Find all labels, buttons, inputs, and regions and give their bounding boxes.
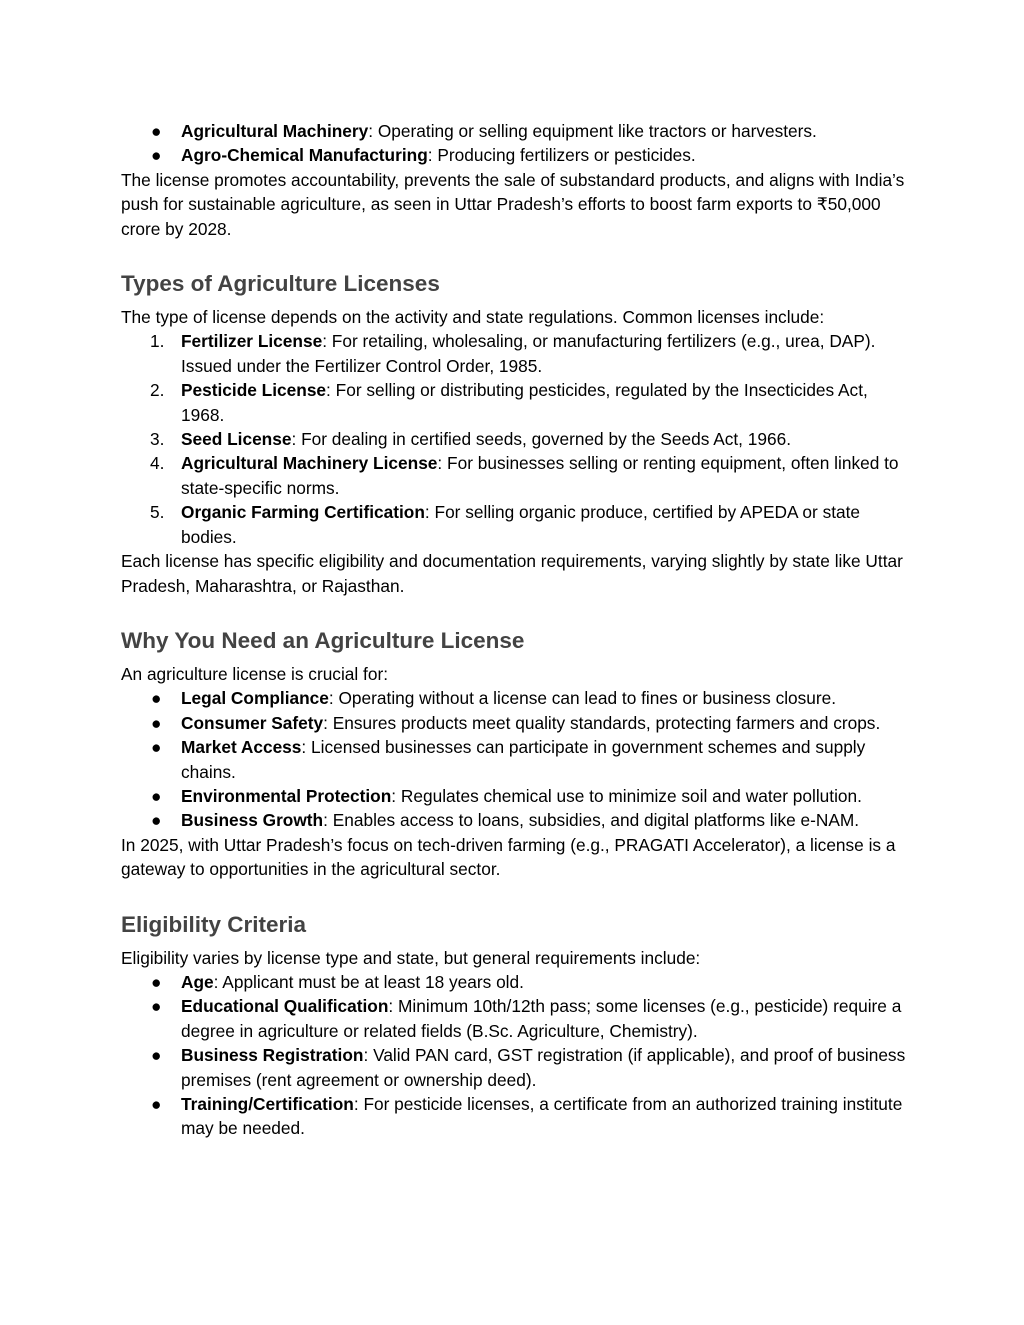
list-item <box>121 378 911 427</box>
list-item <box>121 119 911 143</box>
item-desc: : For pesticide licenses, a certificate from an authorized training institute may be needed. <box>181 1094 903 1139</box>
why-heading: Why You Need an Agriculture License <box>121 627 525 653</box>
list-item <box>121 451 911 500</box>
bullet-icon: ● <box>151 121 162 141</box>
item-term: Educational Qualification <box>181 996 389 1017</box>
intro-paragraph: The license promotes accountability, prevents the sale of substandard products, and aligns with India’s push for sustainable agriculture, as seen in Uttar Pradesh’s efforts to boost farm exports to ₹50,000 crore by 2028. <box>121 169 905 239</box>
list-number: 2. <box>150 380 165 401</box>
item-term: Market Access <box>181 737 302 758</box>
list-item <box>121 500 911 549</box>
types-section <box>121 271 911 598</box>
list-item <box>121 1092 911 1141</box>
types-numbered-list <box>121 329 911 549</box>
bullet-icon: ● <box>151 1045 162 1066</box>
item-desc: : Minimum 10th/12th pass; some licenses (e.g., pesticide) require a degree in agriculture or related fields (B.Sc. Agriculture, Chemistry). <box>181 996 902 1041</box>
item-term: Organic Farming Certification <box>181 502 425 523</box>
item-desc: : Valid PAN card, GST registration (if applicable), and proof of business premises (rent agreement or ownership deed). <box>181 1045 906 1090</box>
item-term: Fertilizer License <box>181 331 323 352</box>
why-bullet-list <box>121 686 911 832</box>
types-heading: Types of Agriculture Licenses <box>121 271 440 297</box>
bullet-icon: ● <box>151 688 162 709</box>
list-item <box>121 427 911 451</box>
types-lead: The type of license depends on the activity and state regulations. Common licenses include: <box>121 307 825 328</box>
list-number: 4. <box>150 453 165 474</box>
list-item <box>121 808 911 832</box>
item-desc: : Ensures products meet quality standards, protecting farmers and crops. <box>323 712 881 733</box>
bullet-icon: ● <box>151 810 162 831</box>
list-number: 5. <box>150 502 165 523</box>
list-item <box>121 329 911 378</box>
item-term: Pesticide License <box>181 380 327 401</box>
item-desc: : For dealing in certified seeds, governed by the Seeds Act, 1966. <box>291 429 792 450</box>
list-item <box>121 970 911 994</box>
item-desc: : Regulates chemical use to minimize soil and water pollution. <box>391 785 862 806</box>
why-section <box>121 628 911 882</box>
item-term: Agricultural Machinery <box>181 121 369 141</box>
bullet-icon: ● <box>151 996 162 1017</box>
types-closing: Each license has specific eligibility and documentation requirements, varying slightly by state like Uttar Pradesh, Maharashtra, or Rajasthan. <box>121 551 903 596</box>
item-desc: : For businesses selling or renting equipment, often linked to state-specific norms. <box>181 453 899 498</box>
bullet-icon: ● <box>151 712 162 733</box>
why-closing: In 2025, with Uttar Pradesh’s focus on tech-driven farming (e.g., PRAGATI Accelerator), a license is a gateway to opportunities in the agricultural sector. <box>121 834 896 880</box>
eligibility-section <box>121 912 911 1141</box>
list-number: 1. <box>150 331 165 352</box>
bullet-icon: ● <box>151 1094 162 1114</box>
item-term: Age <box>181 971 214 992</box>
list-item <box>121 686 911 710</box>
list-item <box>121 1043 911 1092</box>
item-term: Seed License <box>181 429 292 450</box>
item-desc: : Producing fertilizers or pesticides. <box>427 145 696 166</box>
item-term: Business Growth <box>181 810 324 831</box>
item-desc: : Applicant must be at least 18 years old. <box>213 971 524 992</box>
item-term: Environmental Protection <box>181 785 392 806</box>
item-desc: : For selling or distributing pesticides, regulated by the Insecticides Act, 1968. <box>181 380 868 425</box>
item-term: Legal Compliance <box>181 688 329 709</box>
eligibility-lead: Eligibility varies by license type and state, but general requirements include: <box>121 947 701 968</box>
item-desc: : Operating or selling equipment like tractors or harvesters. <box>368 121 817 141</box>
item-desc: : Licensed businesses can participate in government schemes and supply chains. <box>181 737 866 782</box>
item-term: Consumer Safety <box>181 712 324 733</box>
eligibility-bullet-list <box>121 970 911 1141</box>
item-desc: : For selling organic produce, certified by APEDA or state bodies. <box>181 502 861 547</box>
list-item <box>121 735 911 784</box>
item-term: Business Registration <box>181 1045 364 1066</box>
list-number: 3. <box>150 429 165 450</box>
document-page <box>121 119 911 1141</box>
item-desc: : For retailing, wholesaling, or manufacturing fertilizers (e.g., urea, DAP). Issued under the Fertilizer Control Order, 1985. <box>181 331 876 376</box>
bullet-icon: ● <box>151 971 162 992</box>
bullet-icon: ● <box>151 785 162 806</box>
item-term: Training/Certification <box>181 1094 354 1114</box>
item-desc: : Operating without a license can lead to fines or business closure. <box>328 688 837 709</box>
list-item <box>121 143 911 167</box>
eligibility-heading: Eligibility Criteria <box>121 911 307 937</box>
item-term: Agricultural Machinery License <box>181 453 438 474</box>
bullet-icon: ● <box>151 737 162 758</box>
bullet-icon: ● <box>151 145 162 166</box>
item-term: Agro-Chemical Manufacturing <box>181 145 428 166</box>
item-desc: : Enables access to loans, subsidies, and digital platforms like e-NAM. <box>323 810 860 831</box>
list-item <box>121 994 911 1043</box>
intro-bullet-list <box>121 119 911 168</box>
list-item <box>121 711 911 735</box>
list-item <box>121 784 911 808</box>
why-lead: An agriculture license is crucial for: <box>121 663 389 684</box>
